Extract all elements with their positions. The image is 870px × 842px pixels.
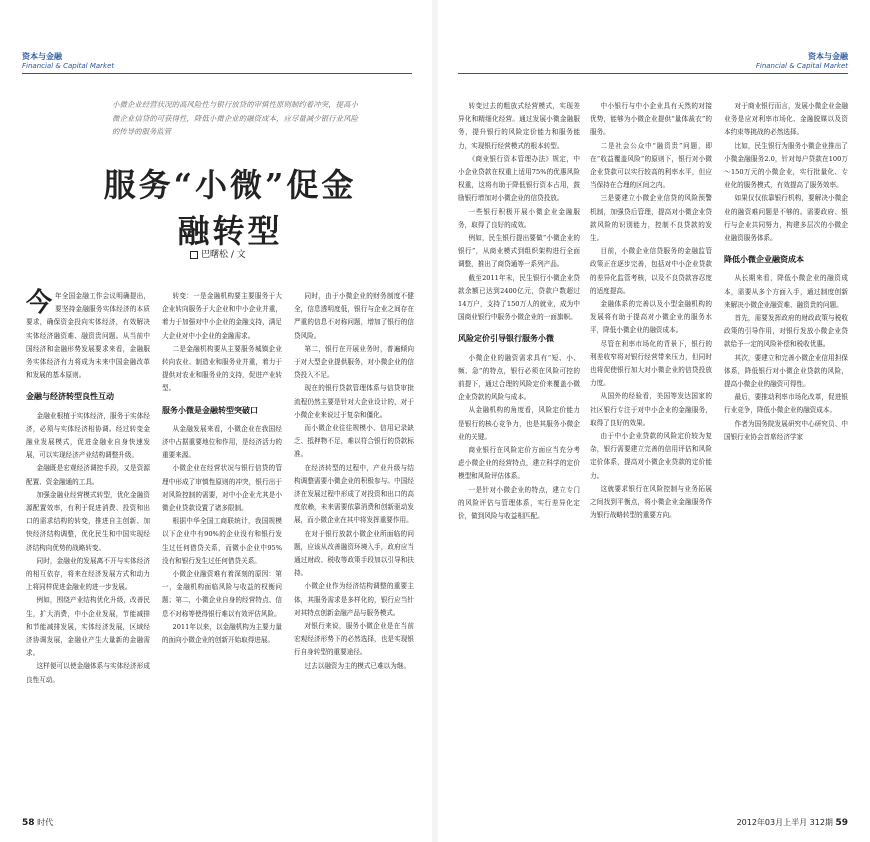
right-section-title: 资本与金融 xyxy=(808,52,848,61)
paragraph: 一些银行积极开展小微企业金融服务，取得了良好的成效。 xyxy=(458,207,580,229)
paragraph: 其次，要建立和完善小微企业信用担保体系，降低银行对小微企业贷款的风险，提高小微企业的融资可得性。 xyxy=(724,353,848,389)
paragraph: 2011年以来，以金融机构为主要力量的面向小微企业的创新开始取得进展。 xyxy=(162,622,282,645)
article-byline xyxy=(190,247,246,260)
paragraph: 小微企业融资难有着深刻的原因：第一，金融机构面临风险与收益的权衡问题；第二，小微企业自身的经营特点、信息不对称等使得银行难以有效评估风险。 xyxy=(162,570,282,618)
paragraph: 二是金融机构要从主要服务城镇企业转向农业、制造业和服务业并重，着力于提供对农业和服务业的支持，促进产业转型。 xyxy=(162,344,282,393)
paragraph: 从长期来看，降低小微企业的融资成本，需要从多个方面入手，通过制度创新来解决小微企业融资难、融资贵的问题。 xyxy=(724,274,848,309)
paragraph: 在对于银行放款小微企业所面临的问题，应该从改善融资环境入手，政府应当通过财政、税收等政策手段加以引导和扶持。 xyxy=(294,529,414,578)
paragraph: 加强金融业经营模式转型，优化金融资源配置效率，有利于促进消费、投资和出口的需求结构的转变，推进自主创新、加快经济结构调整，优化民生和中国实现经济结构向优势的战略转变。 xyxy=(26,490,150,552)
byline-box-icon xyxy=(190,251,198,259)
byline-text: 巴曙松 / 文 xyxy=(201,250,246,260)
paragraph: 对于商业银行而言，发展小微企业金融业务是应对利率市场化、金融脱媒以及资本约束等挑战的必然选择。 xyxy=(724,102,848,137)
paragraph: 最后，要推动利率市场化改革，促进银行业竞争，降低小微企业的融资成本。 xyxy=(724,393,848,415)
paragraph: 比如，民生银行为服务小微企业推出了小微金融服务2.0，针对每户贷款在100万～150万元的小微企业，实行批量化、专业化的服务模式，有效提高了服务效率。 xyxy=(724,141,848,190)
right-column-2 xyxy=(590,100,712,523)
section-heading: 服务小微是金融转型突破口 xyxy=(162,405,258,415)
paragraph: 这就要求银行在风险控制与业务拓展之间找到平衡点，将小微企业金融服务作为银行战略转型的重要方向。 xyxy=(590,484,712,520)
paragraph: 根据中华全国工商联统计，我国规模以下企业中有90%的企业没有和银行发生过任何借贷关系，而微小企业中95%没有和银行发生过任何借贷关系。 xyxy=(162,517,282,565)
section-heading: 降低小微企业融资成本 xyxy=(724,255,804,265)
right-section-subtitle: Financial & Capital Market xyxy=(755,62,848,70)
left-header-rule xyxy=(22,73,412,74)
paragraph: 三是要建立小微企业信贷的风险预警机制，加强贷后管理，提高对小微企业贷款风险的识别能力，控制不良贷款的发生。 xyxy=(590,194,712,243)
paragraph: 尽管在利率市场化的背景下，银行的利差收窄将对银行经营带来压力，但同时也将促使银行加大对小微企业的信贷投放力度。 xyxy=(590,339,712,388)
paragraph: 同时，由于小微企业的财务制度不健全，信息透明度低，银行与企业之间存在严重的信息不对称问题，增加了银行的信贷风险。 xyxy=(294,292,414,340)
paragraph: 从金融机构的角度看，风险定价能力是银行的核心竞争力，也是其服务小微企业的关键。 xyxy=(458,406,580,441)
left-column-2 xyxy=(162,290,282,647)
left-folio-label: 时代 xyxy=(37,818,54,827)
paragraph: 对银行来说，服务小微企业是在当前宏观经济形势下的必然选择，也是实现银行自身转型的重要途径。 xyxy=(294,622,414,657)
author-note: 作者为国务院发展研究中心研究员、中国银行业协会首席经济学家 xyxy=(724,419,848,441)
paragraph: 商业银行在风险定价方面应当充分考虑小微企业的经营特点，建立科学的定价模型和风险评估体系。 xyxy=(458,446,580,481)
paragraph: 目前，小微企业信贷服务的金融监管政策正在逐步完善，包括对中小企业贷款的差异化监管考核，以及不良贷款容忍度的适度提高。 xyxy=(590,247,712,295)
paragraph: 首先，需要发挥政府的财政政策与税收政策的引导作用，对银行发放小微企业贷款给予一定的风险补偿和税收优惠。 xyxy=(724,314,848,349)
right-folio-label: 2012年03月上半月 312期 xyxy=(736,818,833,827)
right-column-1 xyxy=(458,100,580,523)
paragraph: 金融既是宏观经济调控手段，又是资源配置、资金融通的工具。 xyxy=(26,464,150,486)
right-column-3 xyxy=(724,100,848,444)
left-page xyxy=(0,0,432,842)
paragraph: 这样便可以使金融体系与实体经济形成良性互动。 xyxy=(26,662,150,684)
paragraph: 转变过去的粗放式经营模式，实现差异化和精细化经营。通过发展小微金融服务，提升银行的风险定价能力和服务能力，实现银行经营模式的根本转型。 xyxy=(458,102,580,150)
article-lede: 小微企业经营状况的高风险性与银行放贷的审慎性原则制约着冲突，提高小微企业信贷的可获得性，降低小微企业的融资成本，应尽量减少银行业风险的传导的服务监管 xyxy=(112,100,358,136)
paragraph: 截至2011年末，民生银行小微企业贷款余额已达到2400亿元，贷款户数超过14万户，支持了150万人的就业，成为中国商业银行中服务小微企业的一面旗帜。 xyxy=(458,273,580,322)
right-page-number: 59 xyxy=(835,818,848,828)
paragraph: 过去以融资为主的模式已难以为继。 xyxy=(304,661,411,670)
paragraph: 金融业根植于实体经济，服务于实体经济，必须与实体经济相协调。经过转变金融业发展模式，促进金融业自身快速发展，可以实现经济产业结构调整升级。 xyxy=(26,411,150,460)
paragraph: 例如，围绕产业结构优化升级，改善民生，扩大消费，中小企业发展，节能减排和节能减排发展，实体经济发展，区域经济协调发展，金融业产生大量新的金融需求。 xyxy=(26,596,150,658)
paragraph: 由于中小企业贷款的风险定价较为复杂，银行需要建立完善的信用评估和风险定价体系，提高对小微企业贷款的定价能力。 xyxy=(590,432,712,480)
paragraph: 在经济转型的过程中，产业升级与结构调整需要小微企业的积极参与。中国经济在发展过程中形成了对投资和出口的高度依赖，未来需要依靠消费和创新驱动发展，而小微企业在其中将发挥重要作用。 xyxy=(294,463,414,525)
intro-text: 年全国金融工作会议明确提出，要坚持金融服务实体经济的本质要求，确保资金投向实体经济，有效解决实体经济融资难、融资贵问题。从当前中国经济和金融形势发展要求来看，金融服务实体经济有力将成为未来中国金融改革和发展的基本原则。 xyxy=(26,292,150,380)
paragraph: 同时，金融业的发展离不开与实体经济的相互依存，将来在经济发展方式和动力上将同样促进金融业的进一步发展。 xyxy=(26,556,150,592)
left-section-title: 资本与金融 xyxy=(22,52,62,61)
left-section-subtitle: Financial & Capital Market xyxy=(22,62,115,70)
right-page xyxy=(438,0,870,842)
left-folio xyxy=(22,817,53,828)
paragraph: 金融体系的完善以及小型金融机构的发展将有助于提高对小微企业的服务水平，降低小微企业的融资成本。 xyxy=(590,300,712,335)
paragraph: 现在的银行贷款管理体系与信贷审批流程仍然主要是针对大企业设计的，对于小微企业来说过于复杂和僵化。 xyxy=(294,384,414,419)
paragraph: 《商业银行资本管理办法》规定，中小企业贷款在权重上适用75%的优惠风险权重，这将有助于降低银行资本占用，鼓励银行增加对小微企业的信贷投放。 xyxy=(458,154,580,203)
paragraph: 如果仅仅依靠银行机构，要解决小微企业的融资难问题是不够的。需要政府、银行与企业共同努力，构建多层次的小微企业融资服务体系。 xyxy=(724,194,848,243)
left-running-head xyxy=(22,52,114,71)
left-page-number: 58 xyxy=(22,818,35,828)
left-column-3 xyxy=(294,290,414,673)
section-heading: 金融与经济转型良性互动 xyxy=(26,392,114,402)
section-heading: 风险定价引导银行服务小微 xyxy=(458,334,554,344)
paragraph: 一是针对小微企业的特点，建立专门的风险评估与管理体系，实行差异化定价，做到风险与收益相匹配。 xyxy=(458,485,580,521)
paragraph: 小微企业在经营状况与银行信贷的管理中形成了审慎性原则的冲突，银行出于对风险控制的需要，对中小企业尤其是小微企业贷款设置了诸多限制。 xyxy=(162,464,282,513)
drop-cap: 今 xyxy=(26,288,53,318)
paragraph: 第二，银行在开展业务时，普遍倾向于对大型企业提供服务，对小微企业的信贷投入不足。 xyxy=(294,344,414,380)
article-headline: 服务“小微”促金融转型 xyxy=(103,166,357,250)
paragraph: 二是社会公众中“融资贵”问题，即在“收益覆盖风险”的原则下，银行对小微企业贷款可以实行较高的利率水平，但应当保持在合理的区间之内。 xyxy=(590,141,712,190)
paragraph: 从国外的经验看，美国等发达国家的社区银行专注于对中小企业的金融服务，取得了良好的效果。 xyxy=(590,392,712,427)
right-header-rule xyxy=(458,73,848,74)
right-folio xyxy=(737,817,848,828)
paragraph: 中小银行与中小企业具有天然的对接优势，能够为小微企业提供“量体裁衣”的服务。 xyxy=(590,102,712,137)
left-column-1 xyxy=(26,290,150,687)
paragraph: 而小微企业往往规模小、信用记录缺乏、抵押物不足，难以符合银行的贷款标准。 xyxy=(294,424,414,459)
paragraph: 转变：一是金融机构要主要服务于大企业转向服务于大企业和中小企业并重，着力于加强对中小企业的金融支持，满足大企业对中小企业的金融需求。 xyxy=(162,292,282,340)
intro-paragraph xyxy=(26,290,150,382)
right-running-head xyxy=(756,52,848,71)
paragraph: 从金融发展来看，小微企业在我国经济中占据重要地位和作用，是经济活力的重要来源。 xyxy=(162,424,282,460)
paragraph: 例如，民生银行提出要做“小微企业的银行”，从商业模式到组织架构进行全面调整，推出了商贷通等一系列产品。 xyxy=(458,234,580,269)
paragraph: 小微企业的融资需求具有“短、小、频、急”的特点，银行必须在风险可控的前提下，通过合理的风险定价来覆盖小微企业贷款的风险与成本。 xyxy=(458,353,580,402)
paragraph: 小微企业作为经济结构调整的重要主体，其服务需求是多样化的，银行应当针对其特点创新金融产品与服务模式。 xyxy=(294,582,414,617)
